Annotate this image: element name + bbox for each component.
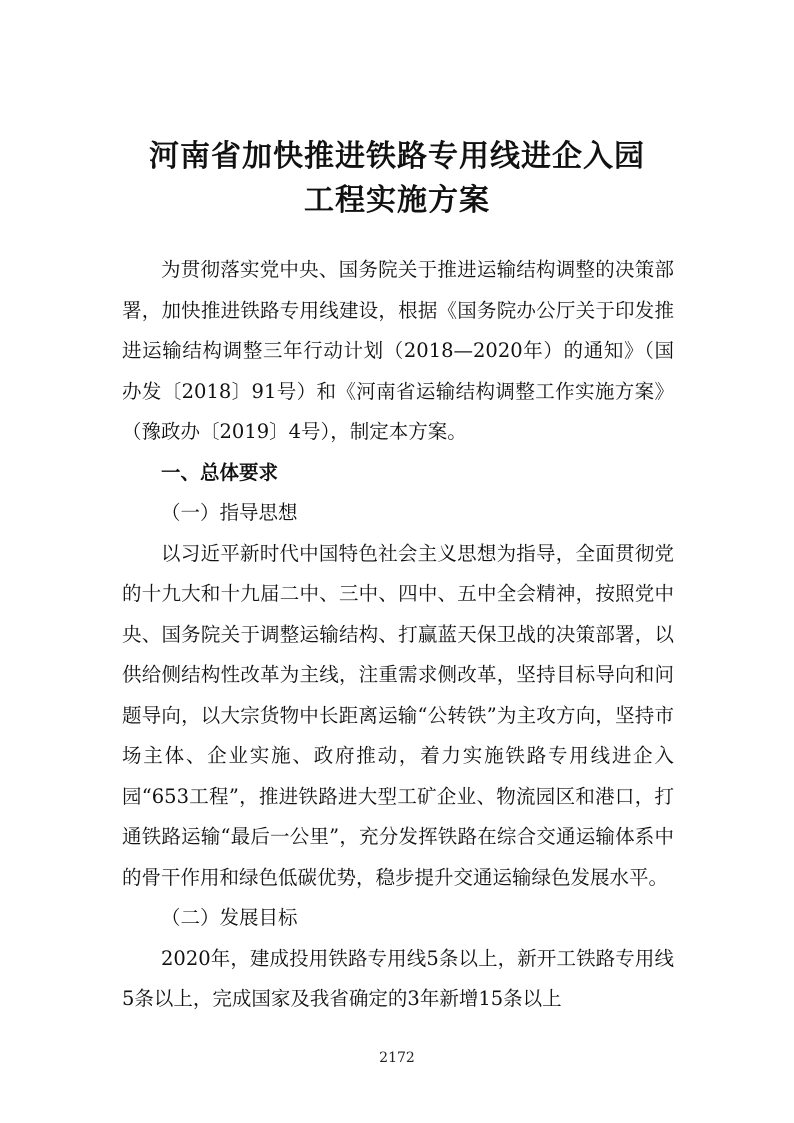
document-title [0, 135, 794, 223]
subsection-heading-development-goals: （二）发展目标 [161, 906, 298, 929]
guiding-ideology-paragraph: 以习近平新时代中国特色社会主义思想为指导，全面贯彻党的十九大和十九届二中、三中、四中、五中全会精神，按照党中央、国务院关于调整运输结构、打赢蓝天保卫战的决策部署，以供给侧结构性改革为主线，注重需求侧改革，坚持目标导向和问题导向，以大宗货物中长距离运输“公转铁”为主攻方向，坚持市场主体、企业实施、政府推动，着力实施铁路专用线进企入园“653工程”，推进铁路进大型工矿企业、物流园区和港口，打通铁路运输“最后一公里”，充分发挥铁路在综合交通运输体系中的骨干作用和绿色低碳优势，稳步提升交通运输绿色发展水平。 [122, 541, 674, 889]
page-number: 2172 [379, 1050, 415, 1066]
subsection-heading-guiding-ideology: （一）指导思想 [161, 501, 298, 524]
document-body [122, 250, 674, 1020]
intro-paragraph: 为贯彻落实党中央、国务院关于推进运输结构调整的决策部署，加快推进铁路专用线建设，根据《国务院办公厅关于印发推进运输结构调整三年行动计划（2018—2020年）的通知》（国办发〔2018〕91号）和《河南省运输结构调整工作实施方案》（豫政办〔2019〕4号），制定本方案。 [122, 258, 674, 443]
title-line-2: 工程实施方案 [304, 183, 490, 218]
development-goals-paragraph: 2020年，建成投用铁路专用线5条以上，新开工铁路专用线5条以上，完成国家及我省确定的3年新增15条以上 [122, 946, 674, 1010]
section-heading-general-requirements: 一、总体要求 [161, 460, 279, 484]
title-line-1: 河南省加快推进铁路专用线进企入园 [149, 139, 645, 174]
